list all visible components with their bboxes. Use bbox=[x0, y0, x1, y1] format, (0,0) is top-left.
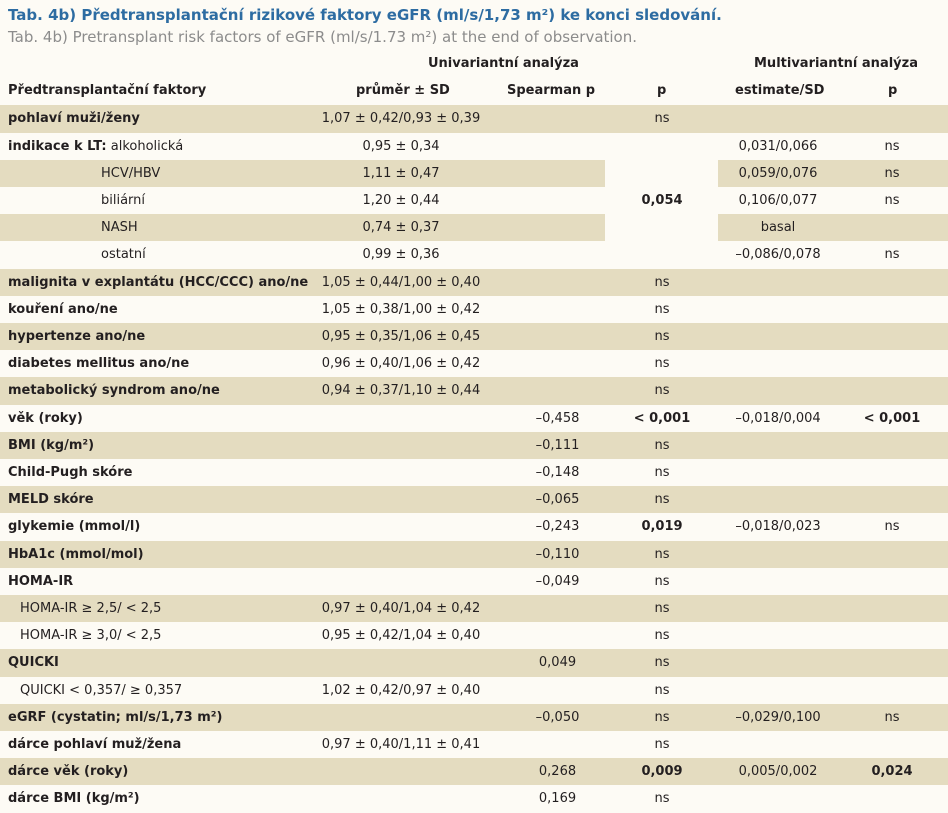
estimate-cell bbox=[718, 785, 838, 812]
p-univariate-cell: ns bbox=[654, 301, 670, 317]
spearman-cell: –0,065 bbox=[535, 492, 580, 508]
mean-sd-cell bbox=[306, 486, 496, 513]
spearman-cell bbox=[505, 187, 610, 214]
table-row bbox=[0, 187, 948, 214]
estimate-cell bbox=[718, 622, 838, 649]
p-univariate-cell: ns bbox=[654, 329, 670, 344]
mean-sd-cell: 1,20 ± 0,44 bbox=[362, 193, 440, 208]
mean-sd-cell: 1,05 ± 0,38/1,00 ± 0,42 bbox=[321, 301, 481, 317]
table-row bbox=[0, 595, 948, 622]
estimate-cell: –0,018/0,004 bbox=[735, 410, 821, 426]
row-label: NASH bbox=[101, 220, 138, 236]
spearman-cell bbox=[505, 323, 610, 350]
mean-sd-cell bbox=[306, 785, 496, 812]
table-row bbox=[0, 133, 948, 160]
p-multivariate-cell bbox=[838, 486, 946, 513]
p-multivariate-cell bbox=[838, 377, 946, 404]
row-label: malignita v explantátu (HCC/CCC) ano/ne bbox=[8, 274, 309, 290]
mean-sd-cell: 0,95 ± 0,34 bbox=[362, 138, 440, 154]
p-univariate-cell: ns bbox=[654, 601, 670, 616]
mean-sd-cell: 0,95 ± 0,35/1,06 ± 0,45 bbox=[321, 329, 481, 344]
row-label: pohlaví muži/ženy bbox=[8, 111, 140, 127]
mean-sd-cell: 0,96 ± 0,40/1,06 ± 0,42 bbox=[321, 356, 481, 372]
table-row bbox=[0, 350, 948, 377]
estimate-cell: 0,031/0,066 bbox=[738, 138, 818, 154]
spearman-cell: 0,169 bbox=[538, 791, 577, 807]
mean-sd-cell bbox=[306, 405, 496, 432]
estimate-cell bbox=[718, 677, 838, 704]
estimate-cell bbox=[718, 350, 838, 377]
p-multivariate-cell: ns bbox=[884, 519, 900, 535]
row-label: dárce věk (roky) bbox=[8, 764, 129, 780]
p-multivariate-cell: 0,024 bbox=[871, 764, 913, 780]
p-univariate-cell: ns bbox=[654, 383, 670, 399]
p-multivariate-cell: < 0,001 bbox=[863, 410, 921, 426]
p-multivariate-cell bbox=[838, 269, 946, 296]
spearman-cell bbox=[505, 214, 610, 241]
p-univariate-cell: ns bbox=[654, 573, 670, 589]
table-row bbox=[0, 459, 948, 486]
estimate-cell bbox=[718, 323, 838, 350]
row-label: QUICKI bbox=[8, 655, 59, 671]
estimate-cell: basal bbox=[760, 220, 796, 236]
row-label-rest: alkoholická bbox=[106, 138, 184, 154]
mean-sd-cell: 0,97 ± 0,40/1,11 ± 0,41 bbox=[321, 737, 481, 752]
estimate-cell: 0,059/0,076 bbox=[738, 165, 818, 181]
p-univariate-cell: ns bbox=[654, 111, 670, 127]
mean-sd-cell bbox=[306, 541, 496, 568]
mean-sd-cell bbox=[306, 758, 496, 785]
row-label: HOMA-IR bbox=[8, 573, 74, 589]
estimate-cell: 0,106/0,077 bbox=[738, 193, 818, 208]
p-multivariate-cell bbox=[838, 677, 946, 704]
spearman-cell bbox=[505, 731, 610, 758]
indication-p-value: 0,054 bbox=[641, 193, 683, 208]
mean-sd-cell bbox=[306, 704, 496, 731]
mean-sd-header: průměr ± SD bbox=[356, 83, 450, 98]
estimate-cell: 0,005/0,002 bbox=[738, 764, 818, 780]
p-multivariate-cell bbox=[838, 541, 946, 568]
mean-sd-cell: 1,02 ± 0,42/0,97 ± 0,40 bbox=[321, 682, 481, 698]
p-multivariate-cell bbox=[838, 731, 946, 758]
table-row bbox=[0, 568, 948, 595]
mean-sd-cell bbox=[306, 568, 496, 595]
estimate-cell: –0,018/0,023 bbox=[735, 519, 821, 535]
estimate-cell bbox=[718, 105, 838, 132]
p-univariate-cell: ns bbox=[654, 791, 670, 807]
table-row bbox=[0, 758, 948, 785]
table-row bbox=[0, 432, 948, 459]
p-univariate-cell: ns bbox=[654, 546, 670, 562]
p-univariate-cell: ns bbox=[654, 356, 670, 372]
spearman-cell bbox=[505, 350, 610, 377]
p-univariate-cell: ns bbox=[654, 682, 670, 698]
table-row bbox=[0, 541, 948, 568]
row-label: HbA1c (mmol/mol) bbox=[8, 546, 144, 562]
spearman-cell: 0,049 bbox=[538, 655, 577, 671]
spearman-cell bbox=[505, 269, 610, 296]
p-multivariate-cell bbox=[838, 214, 946, 241]
spearman-cell bbox=[505, 160, 610, 187]
p-univariate-header: p bbox=[657, 83, 667, 98]
p-multivariate-cell bbox=[838, 296, 946, 323]
p-multivariate-cell bbox=[838, 323, 946, 350]
estimate-cell bbox=[718, 731, 838, 758]
spearman-cell: –0,049 bbox=[535, 573, 580, 589]
p-univariate-cell: ns bbox=[654, 492, 670, 508]
row-label: diabetes mellitus ano/ne bbox=[8, 356, 190, 372]
row-label-bold: indikace k LT: bbox=[8, 138, 107, 154]
p-univariate-cell: 0,009 bbox=[641, 764, 683, 780]
row-label: dárce pohlaví muž/žena bbox=[8, 737, 182, 752]
mean-sd-cell: 0,95 ± 0,42/1,04 ± 0,40 bbox=[321, 628, 481, 644]
p-univariate-cell: ns bbox=[654, 274, 670, 290]
mean-sd-cell: 1,11 ± 0,47 bbox=[362, 165, 440, 181]
table-title: Tab. 4b) Předtransplantační rizikové faktory eGFR (ml/s/1,73 m²) ke konci sledování. bbox=[8, 6, 722, 24]
table-row bbox=[0, 486, 948, 513]
p-univariate-cell bbox=[610, 133, 714, 160]
spearman-cell: –0,458 bbox=[535, 410, 580, 426]
mean-sd-cell: 1,05 ± 0,44/1,00 ± 0,40 bbox=[321, 274, 481, 290]
spearman-cell bbox=[505, 677, 610, 704]
table-row bbox=[0, 677, 948, 704]
table-row bbox=[0, 731, 948, 758]
spearman-cell: 0,268 bbox=[538, 764, 577, 780]
row-label: QUICKI < 0,357/ ≥ 0,357 bbox=[20, 682, 183, 698]
row-label: HOMA-IR ≥ 3,0/ < 2,5 bbox=[20, 628, 162, 644]
p-multivariate-cell: ns bbox=[884, 247, 900, 263]
table-row bbox=[0, 105, 948, 132]
row-label: HOMA-IR ≥ 2,5/ < 2,5 bbox=[20, 601, 162, 616]
p-multivariate-cell bbox=[838, 568, 946, 595]
factors-header: Předtransplantační faktory bbox=[8, 83, 207, 98]
row-label: věk (roky) bbox=[8, 410, 83, 426]
spearman-header: Spearman p bbox=[507, 83, 596, 98]
estimate-cell bbox=[718, 649, 838, 676]
estimate-cell bbox=[718, 568, 838, 595]
row-label: biliární bbox=[101, 193, 146, 208]
spearman-cell: –0,148 bbox=[535, 465, 580, 480]
p-multivariate-cell bbox=[838, 622, 946, 649]
estimate-cell bbox=[718, 432, 838, 459]
spearman-cell bbox=[505, 241, 610, 268]
p-univariate-cell: ns bbox=[654, 465, 670, 480]
p-univariate-cell: ns bbox=[654, 737, 670, 752]
row-label: dárce BMI (kg/m²) bbox=[8, 791, 140, 807]
table-row bbox=[0, 649, 948, 676]
table-row bbox=[0, 296, 948, 323]
multivariate-header: Multivariantní analýza bbox=[754, 56, 918, 71]
p-univariate-cell: ns bbox=[654, 709, 670, 725]
table-row bbox=[0, 405, 948, 432]
p-univariate-cell: ns bbox=[654, 628, 670, 644]
table-row bbox=[0, 214, 948, 241]
table-row bbox=[0, 323, 948, 350]
row-label: glykemie (mmol/l) bbox=[8, 519, 141, 535]
p-multivariate-cell: ns bbox=[884, 709, 900, 725]
table-row bbox=[0, 377, 948, 404]
p-univariate-cell: ns bbox=[654, 655, 670, 671]
p-multivariate-cell bbox=[838, 595, 946, 622]
spearman-cell bbox=[505, 377, 610, 404]
p-multivariate-cell bbox=[838, 105, 946, 132]
univariate-header: Univariantní analýza bbox=[428, 56, 579, 71]
spearman-cell: –0,111 bbox=[535, 437, 580, 453]
spearman-cell bbox=[505, 105, 610, 132]
row-label: MELD skóre bbox=[8, 492, 94, 508]
row-label: eGRF (cystatin; ml/s/1,73 m²) bbox=[8, 709, 223, 725]
spearman-cell bbox=[505, 133, 610, 160]
mean-sd-cell bbox=[306, 649, 496, 676]
mean-sd-cell: 0,97 ± 0,40/1,04 ± 0,42 bbox=[321, 601, 481, 616]
mean-sd-cell: 0,94 ± 0,37/1,10 ± 0,44 bbox=[321, 383, 481, 399]
estimate-cell bbox=[718, 541, 838, 568]
p-multivariate-header: p bbox=[888, 83, 898, 98]
estimate-cell bbox=[718, 595, 838, 622]
p-multivariate-cell bbox=[838, 350, 946, 377]
estimate-cell bbox=[718, 377, 838, 404]
estimate-cell: –0,086/0,078 bbox=[735, 247, 821, 263]
p-multivariate-cell: ns bbox=[884, 138, 900, 154]
row-label: kouření ano/ne bbox=[8, 301, 118, 317]
spearman-cell bbox=[505, 296, 610, 323]
spearman-cell bbox=[505, 595, 610, 622]
spearman-cell: –0,243 bbox=[535, 519, 580, 535]
p-univariate-cell: < 0,001 bbox=[633, 410, 691, 426]
table-row bbox=[0, 785, 948, 812]
mean-sd-cell bbox=[306, 432, 496, 459]
estimate-header: estimate/SD bbox=[735, 83, 825, 98]
p-multivariate-cell bbox=[838, 785, 946, 812]
p-multivariate-cell: ns bbox=[884, 193, 900, 208]
spearman-cell: –0,050 bbox=[535, 709, 580, 725]
mean-sd-cell: 0,99 ± 0,36 bbox=[362, 247, 440, 263]
estimate-cell bbox=[718, 486, 838, 513]
p-univariate-cell: ns bbox=[654, 437, 670, 453]
mean-sd-cell bbox=[306, 459, 496, 486]
spearman-cell: –0,110 bbox=[535, 546, 580, 562]
row-label: metabolický syndrom ano/ne bbox=[8, 383, 220, 399]
row-label: ostatní bbox=[101, 247, 146, 263]
table-subtitle: Tab. 4b) Pretransplant risk factors of eGFR (ml/s/1.73 m²) at the end of observation. bbox=[8, 28, 638, 46]
mean-sd-cell: 0,74 ± 0,37 bbox=[362, 220, 440, 236]
p-multivariate-cell bbox=[838, 459, 946, 486]
p-univariate-cell: 0,019 bbox=[641, 519, 683, 535]
p-univariate-cell bbox=[610, 241, 714, 268]
spearman-cell bbox=[505, 622, 610, 649]
row-label: HCV/HBV bbox=[101, 165, 161, 181]
p-multivariate-cell bbox=[838, 649, 946, 676]
mean-sd-cell bbox=[306, 513, 496, 540]
row-label bbox=[8, 133, 183, 160]
table-row bbox=[0, 622, 948, 649]
estimate-cell bbox=[718, 296, 838, 323]
row-label: hypertenze ano/ne bbox=[8, 329, 146, 344]
estimate-cell bbox=[718, 459, 838, 486]
p-multivariate-cell: ns bbox=[884, 165, 900, 181]
table-row bbox=[0, 269, 948, 296]
row-label: BMI (kg/m²) bbox=[8, 437, 95, 453]
p-multivariate-cell bbox=[838, 432, 946, 459]
estimate-cell bbox=[718, 269, 838, 296]
table-row bbox=[0, 160, 948, 187]
table-row bbox=[0, 704, 948, 731]
table-row bbox=[0, 513, 948, 540]
mean-sd-cell: 1,07 ± 0,42/0,93 ± 0,39 bbox=[321, 111, 481, 127]
table-row bbox=[0, 241, 948, 268]
row-label: Child-Pugh skóre bbox=[8, 465, 133, 480]
estimate-cell: –0,029/0,100 bbox=[735, 709, 821, 725]
